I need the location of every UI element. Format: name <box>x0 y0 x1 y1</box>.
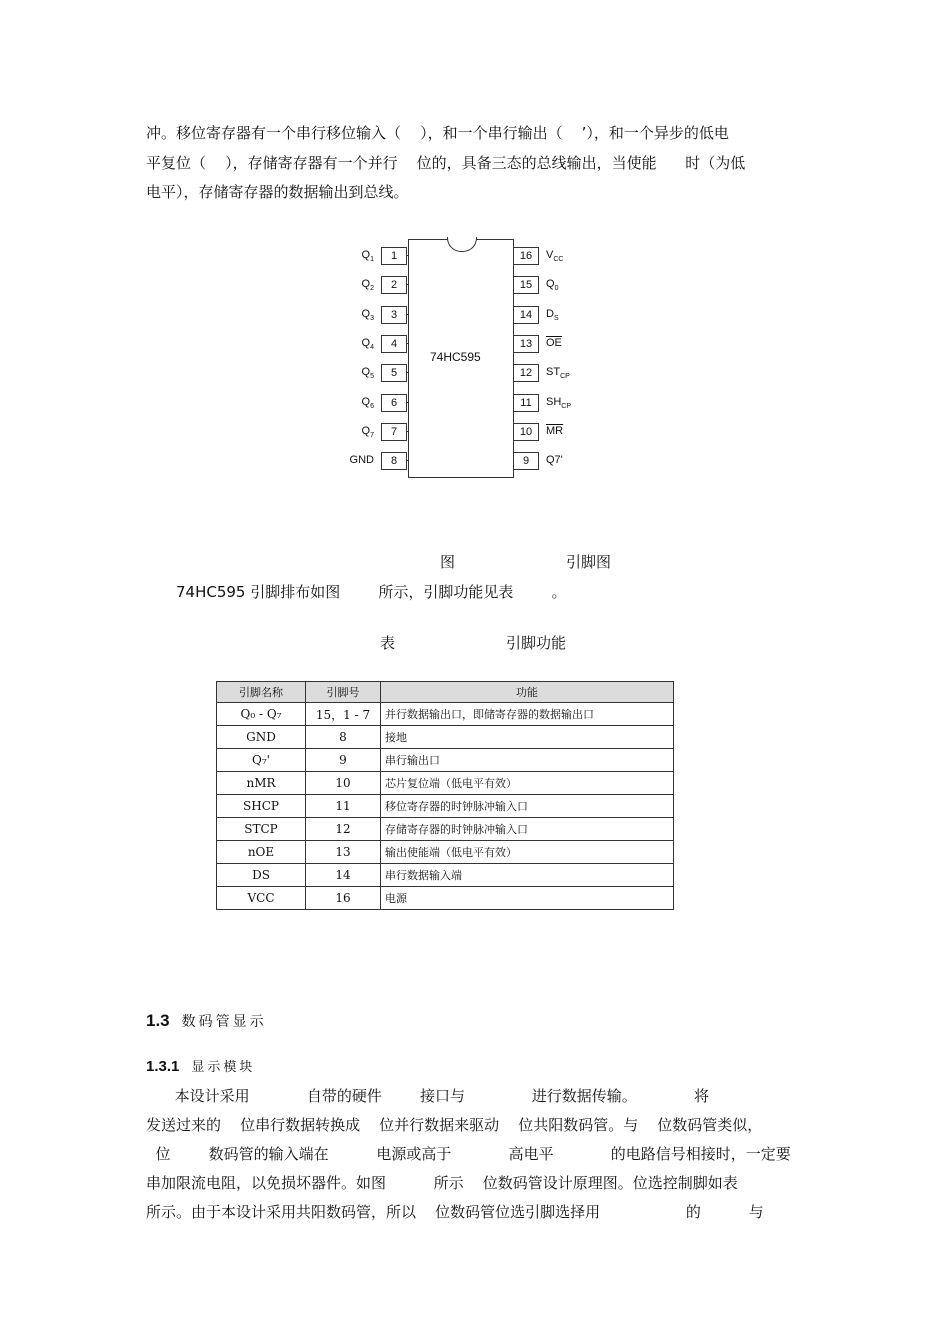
pin-lead <box>407 431 409 432</box>
pin-name-label: $Q_3$ <box>361 307 374 322</box>
pin-number-cell: 10 <box>306 772 381 795</box>
pin-name-cell: nOE <box>217 841 306 864</box>
pin-number-box: 12 <box>513 364 539 382</box>
pin-number-cell: 11 <box>306 795 381 818</box>
pin-name-label: $\overline{MR}$ <box>546 424 564 437</box>
pin-function-table <box>216 681 674 910</box>
table-row <box>217 841 674 864</box>
pin-name-label: $Q_2$ <box>361 278 374 293</box>
figure-caption-title: 引脚图 <box>566 553 612 571</box>
pin-name-cell: Q₇' <box>217 749 306 772</box>
pin-name-label: $V_{CC}$ <box>546 249 564 264</box>
section-title: 数码管显示 <box>181 1014 267 1030</box>
table-row <box>217 795 674 818</box>
pin-name-label: $D_S$ <box>546 307 559 322</box>
pin-name-cell: STCP <box>217 818 306 841</box>
table-row <box>217 864 674 887</box>
body-line-5: 所示。由于本设计采用共阳数码管，所以 位数码管位选引脚选择用 的 与 <box>146 1203 764 1221</box>
section-number: 1.3 <box>146 1011 170 1030</box>
table-row <box>217 703 674 726</box>
pin-number-cell: 8 <box>306 726 381 749</box>
header-function: 功能 <box>381 682 674 703</box>
pin-name-cell: VCC <box>217 887 306 910</box>
pin-lead <box>407 314 409 315</box>
pin-number-cell: 9 <box>306 749 381 772</box>
pin-number-box: 3 <box>381 306 407 324</box>
body-line-2: 发送过来的 位串行数据转换成 位并行数据来驱动 位共阳数码管。与 位数码管类似， <box>146 1116 763 1134</box>
pin-number-box: 14 <box>513 306 539 324</box>
pin-number-cell: 14 <box>306 864 381 887</box>
pin-name-cell: SHCP <box>217 795 306 818</box>
pin-name-cell: DS <box>217 864 306 887</box>
function-cell: 电源 <box>381 887 674 910</box>
function-cell: 接地 <box>381 726 674 749</box>
pin-name-label: $Q_4$ <box>361 336 374 352</box>
pin-name-label: $SH_{CP}$ <box>546 395 572 410</box>
pin-lead <box>407 284 409 285</box>
pin-name-label: GND <box>349 454 374 467</box>
pin-lead <box>407 372 409 373</box>
section-heading <box>146 1011 267 1031</box>
table-row <box>217 772 674 795</box>
table-header-row <box>217 682 674 703</box>
pin-name-label: $Q_5$ <box>361 366 374 381</box>
pin-number-box: 7 <box>381 423 407 441</box>
pin-name-label: $Q_1$ <box>361 249 374 264</box>
pinout-reference-text: 74HC595 引脚排布如图 所示，引脚功能见表 。 <box>176 583 567 601</box>
pin-number-box: 6 <box>381 394 407 412</box>
function-cell: 移位寄存器的时钟脉冲输入口 <box>381 795 674 818</box>
header-pin-name: 引脚名称 <box>217 682 306 703</box>
subsection-number: 1.3.1 <box>146 1058 180 1075</box>
pin-lead <box>407 460 409 461</box>
figure-caption-label: 图 <box>440 553 456 571</box>
pin-lead <box>407 402 409 403</box>
pin-name-cell: Q₀ - Q₇ <box>217 703 306 726</box>
pin-number-box: 5 <box>381 364 407 382</box>
function-cell: 存储寄存器的时钟脉冲输入口 <box>381 818 674 841</box>
subsection-title: 显示模块 <box>191 1060 256 1075</box>
table-caption-label: 表 <box>380 634 396 652</box>
pin-number-cell: 16 <box>306 887 381 910</box>
pin-lead <box>407 255 409 256</box>
pin-number-box: 9 <box>513 452 539 470</box>
function-cell: 并行数据输出口，即储寄存器的数据输出口 <box>381 703 674 726</box>
pin-number-box: 8 <box>381 452 407 470</box>
pin-number-box: 11 <box>513 394 539 412</box>
pin-number-cell: 12 <box>306 818 381 841</box>
pin-number-cell: 15，1 - 7 <box>306 703 381 726</box>
function-cell: 串行输出口 <box>381 749 674 772</box>
table-row <box>217 749 674 772</box>
pin-name-label: $\overline{OE}$ <box>546 336 562 349</box>
pin-number-box: 4 <box>381 335 407 353</box>
pin-name-label: $ST_{CP}$ <box>546 366 570 381</box>
pin-name-label: $Q_6$ <box>361 395 374 410</box>
pin-number-box: 10 <box>513 423 539 441</box>
function-cell: 输出使能端（低电平有效） <box>381 841 674 864</box>
pin-name-cell: GND <box>217 726 306 749</box>
table-row <box>217 818 674 841</box>
pin-number-box: 1 <box>381 247 407 265</box>
pin-number-box: 2 <box>381 276 407 294</box>
subsection-heading <box>146 1056 255 1075</box>
pin-number-box: 13 <box>513 335 539 353</box>
body-line-3: 位 数码管的输入端在 电源或高于 高电平 的电路信号相接时，一定要 <box>146 1145 791 1163</box>
chip-name: 74HC595 <box>430 350 481 364</box>
table-row <box>217 726 674 749</box>
pin-name-label: $Q_7$ <box>361 424 374 439</box>
pin-name-label: $Q_0$ <box>546 278 559 293</box>
pin-name-cell: nMR <box>217 772 306 795</box>
intro-line-1: 冲。移位寄存器有一个串行移位输入（ ），和一个串行输出（ ’），和一个异步的低电 <box>146 124 729 142</box>
pin-number-box: 15 <box>513 276 539 294</box>
intro-line-3: 电平），存储寄存器的数据输出到总线。 <box>146 183 409 201</box>
body-line-1: 本设计采用 自带的硬件 接口与 进行数据传输。 将 <box>146 1087 709 1105</box>
function-cell: 串行数据输入端 <box>381 864 674 887</box>
body-line-4: 串加限流电阻，以免损坏器件。如图 所示 位数码管设计原理图。位选控制脚如表 <box>146 1174 738 1192</box>
table-caption-title: 引脚功能 <box>506 634 567 652</box>
table-row <box>217 887 674 910</box>
header-pin-number: 引脚号 <box>306 682 381 703</box>
intro-line-2: 平复位（ ），存储寄存器有一个并行 位的，具备三态的总线输出，当使能 时（为低 <box>146 154 746 172</box>
function-cell: 芯片复位端（低电平有效） <box>381 772 674 795</box>
pin-lead <box>407 343 409 344</box>
pin-number-box: 16 <box>513 247 539 265</box>
pin-name-label: Q7' <box>546 454 563 467</box>
pin-number-cell: 13 <box>306 841 381 864</box>
